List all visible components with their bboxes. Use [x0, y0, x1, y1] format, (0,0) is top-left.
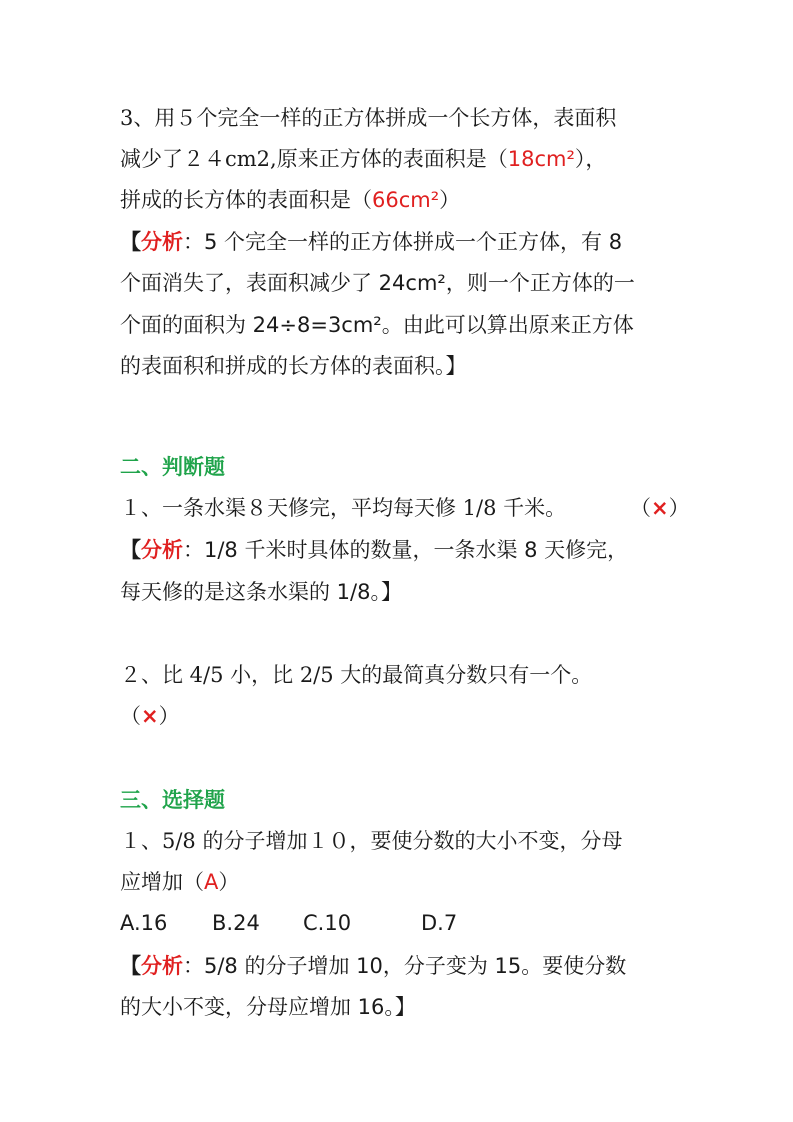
s2-q1-text: １、一条水渠８天修完，平均每天修 1/8 千米。	[120, 496, 567, 520]
analysis-text: 的表面积和拼成的长方体的表面积。】	[120, 354, 467, 378]
paren-close: ）	[158, 704, 180, 728]
analysis-text: 每天修的是这条水渠的 1/8。】	[120, 580, 402, 604]
analysis-bracket: 【	[120, 538, 141, 562]
s2-q1-analysis-line-2	[120, 577, 402, 607]
s3-q1-text-2: 应增加（	[120, 870, 204, 894]
s2-q2-mark: ×	[141, 704, 159, 728]
s2-q1-line	[120, 493, 566, 523]
option-c: C.10	[303, 911, 352, 935]
q3-analysis-line-4	[120, 351, 467, 381]
analysis-label: 分析	[141, 538, 183, 562]
analysis-text: ：5 个完全一样的正方体拼成一个正方体，有 8	[183, 230, 623, 254]
q3-text-1: 3、用５个完全一样的正方体拼成一个长方体，表面积	[120, 106, 617, 130]
analysis-bracket: 【	[120, 954, 141, 978]
q3-text-3b: ）	[439, 188, 461, 212]
q3-text-2b: ），	[574, 147, 607, 171]
section-2-title: 二、判断题	[120, 454, 225, 479]
q3-analysis-line-1	[120, 227, 622, 257]
paren-open: （	[120, 704, 141, 728]
q3-text-3: 拼成的长方体的表面积是（	[120, 188, 372, 212]
option-b: B.24	[212, 911, 260, 935]
q3-text-2: 减少了２４cm2,原来正方体的表面积是（	[120, 147, 508, 171]
s3-q1-line-2	[120, 867, 239, 897]
s2-q1-answer	[630, 493, 690, 523]
s3-analysis-line-2	[120, 992, 416, 1022]
s2-q1-mark: ×	[651, 496, 669, 520]
paren-close: ）	[668, 496, 690, 520]
s3-analysis-line-1	[120, 951, 626, 981]
paren-open: （	[630, 496, 651, 520]
q3-answer-2: 66cm²	[372, 188, 440, 212]
s2-q1-analysis-line-1	[120, 535, 628, 565]
analysis-label: 分析	[141, 954, 183, 978]
analysis-text: ：1/8 千米时具体的数量，一条水渠 8 天修完，	[183, 538, 629, 562]
analysis-label: 分析	[141, 230, 183, 254]
q3-line-1	[120, 103, 616, 133]
s2-q2-answer	[120, 701, 180, 731]
analysis-text: 个面消失了，表面积减少了 24cm²，则一个正方体的一	[120, 271, 635, 295]
analysis-text: 个面的面积为 24÷8=3cm²。由此可以算出原来正方体	[120, 313, 634, 337]
q3-line-2	[120, 144, 606, 174]
q3-analysis-line-3	[120, 310, 634, 340]
option-a: A.16	[120, 911, 168, 935]
q3-answer-1: 18cm²	[507, 147, 575, 171]
s3-q1-answer: A	[204, 870, 219, 894]
s3-q1-text-2b: ）	[218, 870, 240, 894]
q3-analysis-line-2	[120, 268, 635, 298]
analysis-text: 的大小不变，分母应增加 16。】	[120, 995, 416, 1019]
s2-q2-text: ２、比 4/5 小，比 2/5 大的最简真分数只有一个。	[120, 663, 593, 687]
analysis-text: ：5/8 的分子增加 10，分子变为 15。要使分数	[183, 954, 627, 978]
q3-line-3	[120, 185, 460, 215]
analysis-bracket: 【	[120, 230, 141, 254]
option-d: D.7	[421, 911, 458, 935]
section-3-title: 三、选择题	[120, 787, 225, 812]
s3-q1-text: １、5/8 的分子增加１０，要使分数的大小不变，分母	[120, 829, 623, 853]
s3-q1-line-1	[120, 826, 622, 856]
s2-q2-line	[120, 660, 592, 690]
